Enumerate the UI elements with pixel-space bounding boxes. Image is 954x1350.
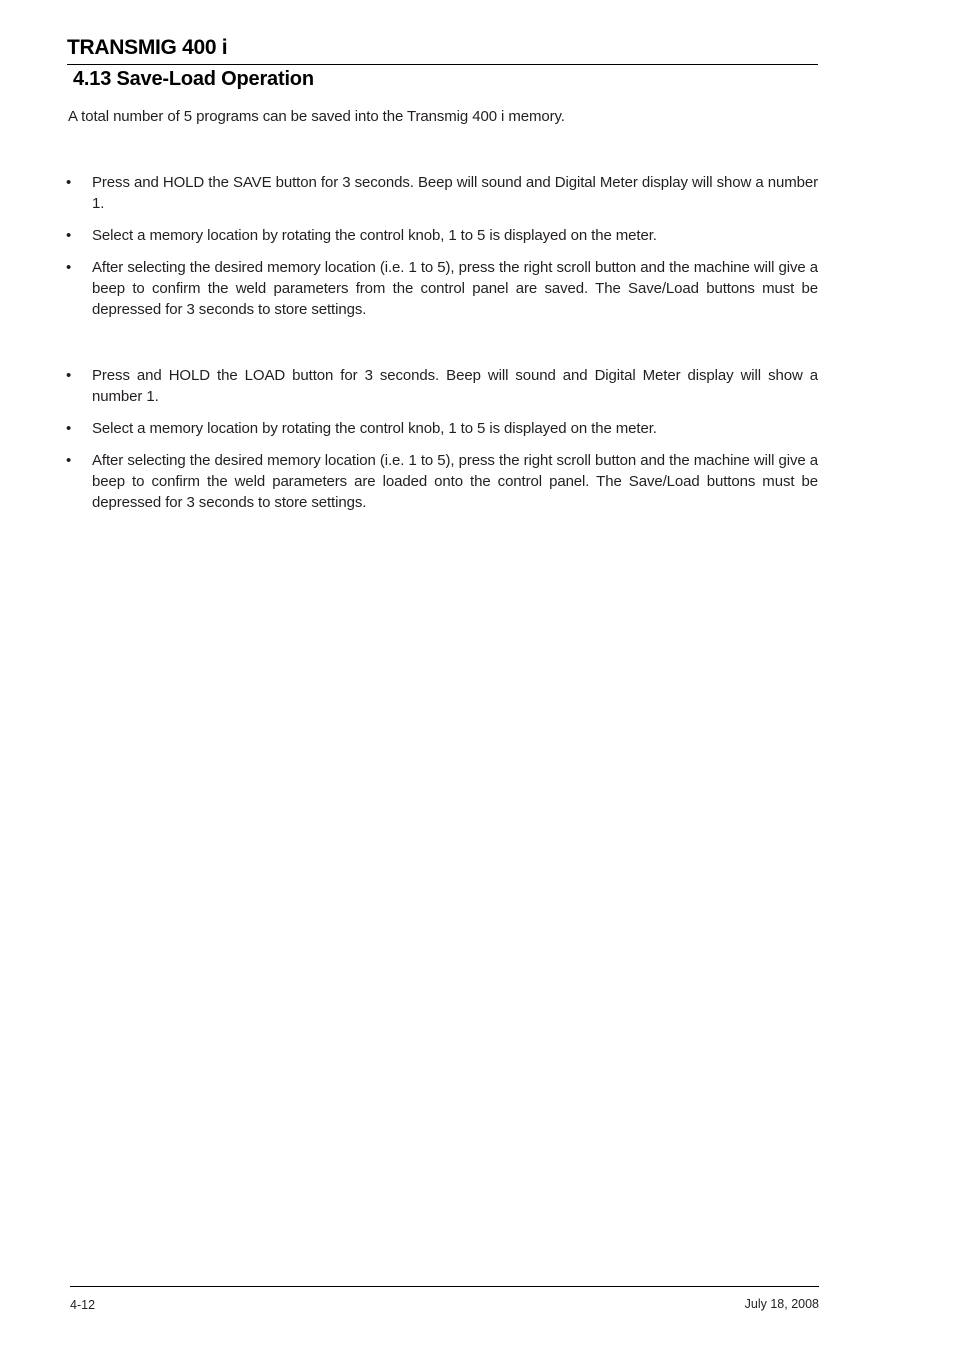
load-step-text: Select a memory location by rotating the control knob, 1 to 5 is displayed on the meter.	[92, 420, 657, 437]
list-item	[66, 365, 818, 407]
save-steps-list	[66, 172, 818, 331]
load-step-text: Press and HOLD the LOAD button for 3 seconds. Beep will sound and Digital Meter display will show a number 1.	[92, 367, 818, 405]
list-item	[66, 418, 818, 439]
list-item	[66, 257, 818, 320]
save-step-text: Select a memory location by rotating the control knob, 1 to 5 is displayed on the meter.	[92, 227, 657, 244]
header-divider	[67, 64, 818, 65]
bullet-icon: •	[66, 420, 72, 437]
bullet-icon: •	[66, 367, 72, 384]
bullet-icon: •	[66, 259, 72, 276]
list-item	[66, 225, 818, 246]
document-header-title: TRANSMIG 400 i	[67, 36, 228, 59]
save-step-text: Press and HOLD the SAVE button for 3 seconds. Beep will sound and Digital Meter display will show a number 1.	[92, 174, 818, 212]
save-step-text: After selecting the desired memory location (i.e. 1 to 5), press the right scroll button and the machine will give a beep to confirm the weld parameters from the control panel are saved. The Save/Load buttons must be depressed for 3 seconds to store settings.	[92, 259, 818, 318]
bullet-icon: •	[66, 174, 72, 191]
list-item	[66, 172, 818, 214]
section-title: 4.13 Save-Load Operation	[73, 68, 314, 90]
footer-divider	[70, 1286, 819, 1287]
list-item	[66, 450, 818, 513]
page-number: 4-12	[70, 1298, 96, 1312]
bullet-icon: •	[66, 452, 72, 469]
load-steps-list	[66, 365, 818, 524]
load-step-text: After selecting the desired memory location (i.e. 1 to 5), press the right scroll button and the machine will give a beep to confirm the weld parameters are loaded onto the control panel. The Save/Load buttons must be depressed for 3 seconds to store settings.	[92, 452, 818, 511]
bullet-icon: •	[66, 227, 72, 244]
section-intro-paragraph: A total number of 5 programs can be saved into the Transmig 400 i memory.	[68, 108, 565, 125]
document-date: July 18, 2008	[744, 1297, 819, 1311]
